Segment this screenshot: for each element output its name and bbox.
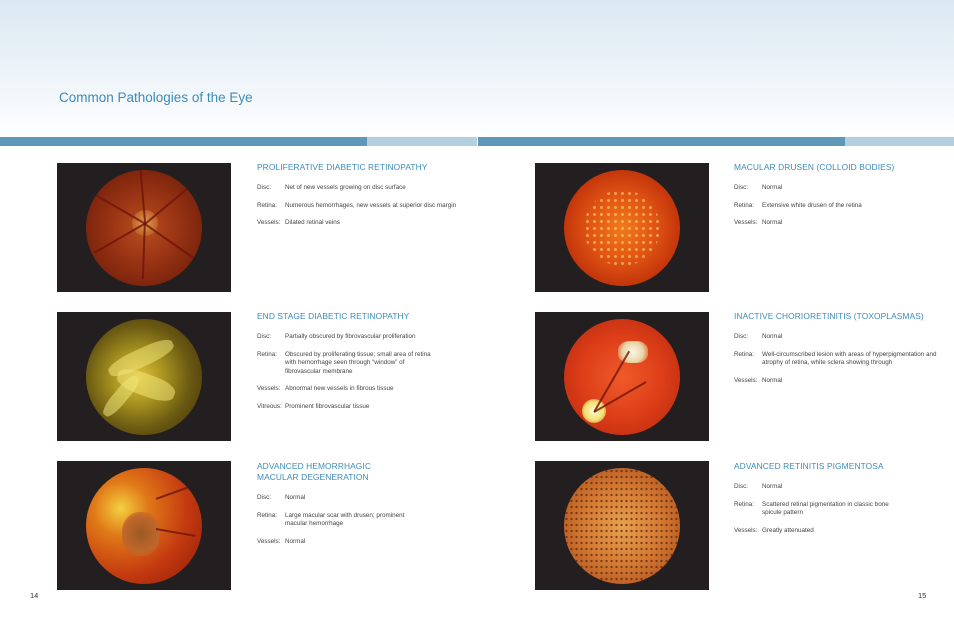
fundus-image — [564, 468, 680, 584]
row-label: Disc: — [734, 184, 748, 191]
row-label: Disc: — [257, 333, 271, 340]
row-label: Vitreous: — [257, 402, 282, 410]
header-band-right — [478, 137, 954, 146]
entry-title-line: ADVANCED RETINITIS PIGMENTOSA — [734, 461, 884, 471]
row-value: Normal — [762, 376, 783, 384]
row-label: Retina: — [257, 201, 277, 209]
band-dark-segment — [478, 137, 845, 146]
band-light-segment — [845, 137, 954, 146]
row-value: Net of new vessels growing on disc surface — [285, 184, 406, 191]
row-label: Retina: — [257, 350, 277, 358]
pigment-spicules — [564, 468, 680, 584]
entry-title-line: INACTIVE CHORIORETINITIS (TOXOPLASMAS) — [734, 311, 924, 321]
fundus-photo-advanced-hemorrhagic-macular-degeneration — [57, 461, 231, 590]
row-value: Large macular scar with drusen; prominent macular hemorrhage — [285, 511, 405, 528]
page-number-right: 15 — [918, 591, 927, 600]
entry-title-line: MACULAR DRUSEN (COLLOID BODIES) — [734, 162, 895, 172]
fundus-image — [86, 319, 202, 435]
row-label: Vessels: — [734, 526, 758, 534]
retinal-vessel — [94, 223, 145, 253]
fundus-image — [564, 170, 680, 286]
entry-title — [257, 461, 419, 483]
band-light-segment — [367, 137, 477, 146]
header-band-left — [0, 137, 477, 146]
row-value: Obscured by proliferating tissue; small area of retina with hemorrhage seen through “window” of fibrovascular membrane — [285, 350, 431, 375]
entry-row-vessels — [734, 377, 944, 386]
macular-scar — [122, 512, 160, 556]
entry-row-disc — [734, 483, 909, 492]
fundus-image — [86, 170, 202, 286]
fundus-photo-macular-drusen — [535, 163, 709, 292]
entry-proliferative-diabetic-retinopathy — [257, 162, 467, 237]
row-value: Normal — [285, 494, 306, 501]
retinal-vessel — [94, 194, 145, 224]
row-label: Retina: — [257, 511, 277, 519]
row-value: Extensive white drusen of the retina — [762, 201, 862, 209]
retinal-vessel — [156, 528, 196, 537]
entry-title — [257, 162, 467, 173]
entry-row-vessels — [734, 219, 944, 228]
entry-row-vessels — [257, 385, 435, 394]
entry-row-disc — [257, 333, 435, 342]
page-number-left: 14 — [30, 591, 39, 600]
row-label: Retina: — [734, 201, 754, 209]
entry-row-vessels — [734, 527, 909, 536]
entry-title-line: ADVANCED HEMORRHAGIC — [257, 461, 371, 471]
row-label: Vessels: — [257, 385, 281, 393]
row-value: Numerous hemorrhages, new vessels at superior disc margin — [285, 201, 457, 209]
entry-macular-drusen — [734, 162, 944, 237]
row-value: Normal — [762, 483, 783, 490]
row-label: Disc: — [257, 494, 271, 501]
entry-row-retina — [257, 512, 419, 529]
page-title: Common Pathologies of the Eye — [59, 90, 253, 105]
row-label: Disc: — [257, 184, 271, 191]
band-dark-segment — [0, 137, 367, 146]
row-value: Prominent fibrovascular tissue — [285, 402, 370, 410]
fundus-photo-proliferative-diabetic-retinopathy — [57, 163, 231, 292]
entry-row-vitreous — [257, 403, 435, 412]
entry-row-retina — [734, 501, 909, 518]
entry-end-stage-diabetic-retinopathy — [257, 311, 435, 421]
row-value: Normal — [285, 537, 306, 545]
entry-title-line: PROLIFERATIVE DIABETIC RETINOPATHY — [257, 162, 428, 172]
row-label: Vessels: — [734, 376, 758, 384]
row-value: Partially obscured by fibrovascular proliferation — [285, 333, 416, 340]
entry-inactive-chorioretinitis — [734, 311, 944, 394]
retinal-vessel — [144, 184, 191, 224]
entry-title-line: MACULAR DEGENERATION — [257, 472, 369, 482]
row-label: Retina: — [734, 500, 754, 508]
fundus-photo-end-stage-diabetic-retinopathy — [57, 312, 231, 441]
row-value: Normal — [762, 184, 783, 191]
row-value: Scattered retinal pigmentation in classic bone spicule pattern — [762, 500, 889, 517]
entry-title-line: END STAGE DIABETIC RETINOPATHY — [257, 311, 410, 321]
row-label: Retina: — [734, 350, 754, 358]
entry-row-disc — [257, 184, 467, 193]
row-value: Dilated retinal veins — [285, 219, 340, 227]
row-value: Well-circumscribed lesion with areas of hyperpigmentation and atrophy of retina, white sclera showing through — [762, 350, 937, 367]
fundus-photo-inactive-chorioretinitis — [535, 312, 709, 441]
retinal-vessel — [145, 223, 195, 259]
entry-row-retina — [257, 351, 435, 377]
entry-title — [257, 311, 435, 322]
entry-row-vessels — [257, 538, 419, 547]
entry-row-disc — [734, 184, 944, 193]
fundus-image — [86, 468, 202, 584]
entry-row-vessels — [257, 219, 467, 228]
row-label: Disc: — [734, 483, 748, 490]
row-value: Normal — [762, 219, 783, 227]
fundus-photo-advanced-retinitis-pigmentosa — [535, 461, 709, 590]
entry-title — [734, 162, 944, 173]
row-label: Vessels: — [257, 219, 281, 227]
entry-row-retina — [734, 351, 944, 368]
entry-title — [734, 311, 944, 322]
row-value: Abnormal new vessels in fibrous tissue — [285, 385, 394, 393]
row-label: Vessels: — [734, 219, 758, 227]
retinal-vessel — [156, 484, 194, 499]
entry-title — [734, 461, 909, 472]
row-value: Greatly attenuated — [762, 526, 814, 534]
row-value: Normal — [762, 333, 783, 340]
entry-advanced-retinitis-pigmentosa — [734, 461, 909, 544]
row-label: Disc: — [734, 333, 748, 340]
entry-row-retina — [734, 202, 944, 211]
entry-advanced-hemorrhagic-macular-degeneration — [257, 461, 419, 555]
row-label: Vessels: — [257, 537, 281, 545]
entry-row-disc — [734, 333, 944, 342]
drusen-pattern — [584, 190, 660, 266]
header-background — [0, 0, 954, 140]
fundus-image — [564, 319, 680, 435]
entry-row-retina — [257, 202, 467, 211]
entry-row-disc — [257, 494, 419, 503]
